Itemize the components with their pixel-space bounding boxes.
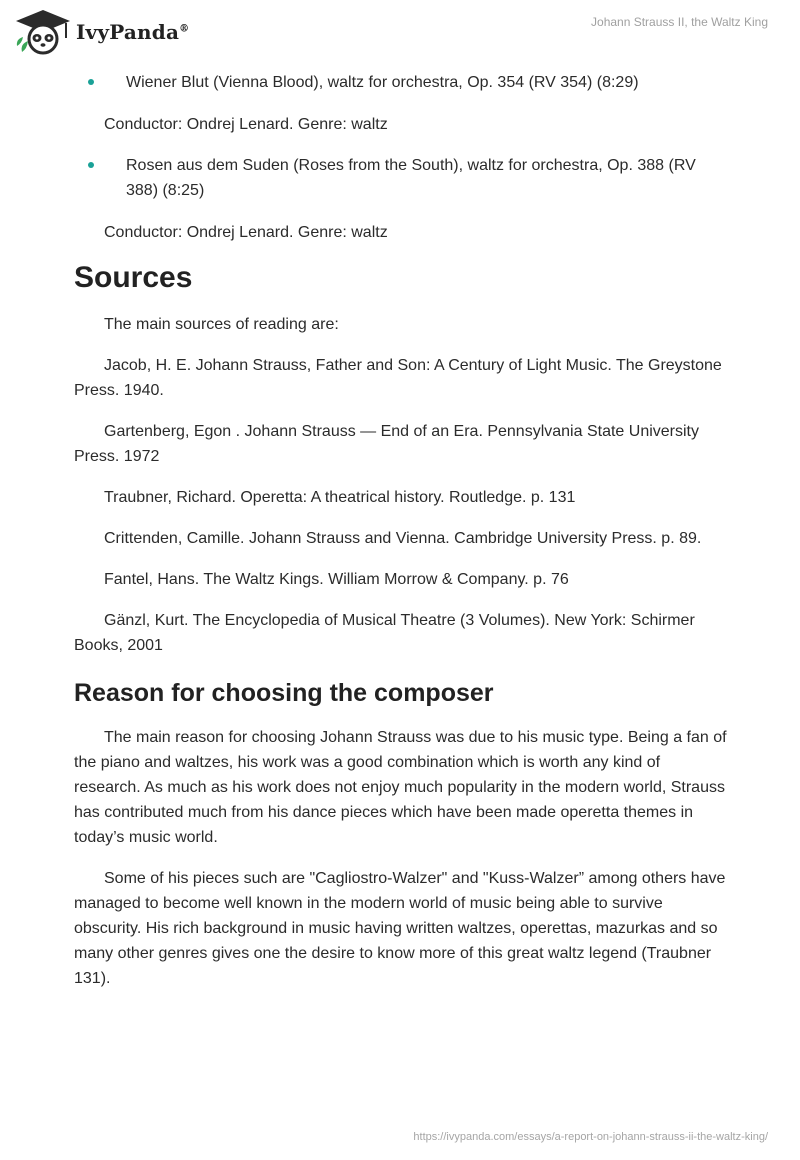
source-item: Gartenberg, Egon . Johann Strauss — End of an Era. Pennsylvania State University Press. 1972 xyxy=(74,423,699,465)
work-credit: Conductor: Ondrej Lenard. Genre: waltz xyxy=(104,224,388,241)
work-credit: Conductor: Ondrej Lenard. Genre: waltz xyxy=(104,116,388,133)
source-item: Crittenden, Camille. Johann Strauss and Vienna. Cambridge University Press. p. 89. xyxy=(104,530,702,547)
ivypanda-logo[interactable] xyxy=(14,8,189,56)
section-heading-reason: Reason for choosing the composer xyxy=(74,679,494,707)
section-heading-sources: Sources xyxy=(74,261,193,294)
source-item: Fantel, Hans. The Waltz Kings. William Morrow & Company. p. 76 xyxy=(104,571,569,588)
source-item: Traubner, Richard. Operetta: A theatrical history. Routledge. p. 131 xyxy=(104,489,576,506)
footer-url[interactable]: https://ivypanda.com/essays/a-report-on-johann-strauss-ii-the-waltz-king/ xyxy=(413,1131,768,1143)
source-item: Gänzl, Kurt. The Encyclopedia of Musical Theatre (3 Volumes). New York: Schirmer Books, 2001 xyxy=(74,612,695,654)
panda-graduation-logo-icon xyxy=(14,8,72,56)
sources-intro: The main sources of reading are: xyxy=(104,316,339,333)
document-title: Johann Strauss II, the Waltz King xyxy=(591,15,768,29)
list-item: Wiener Blut (Vienna Blood), waltz for orchestra, Op. 354 (RV 354) (8:29) xyxy=(74,70,728,95)
body-paragraph: Some of his pieces such are "Cagliostro-Walzer" and "Kuss-Walzer” among others have managed to become well known in the modern world of music being able to survive obscurity. His rich background in music having written waltzes, operettas, mazurkas and so many other genres gives one the desire to know more of this great waltz legend (Traubner 131). xyxy=(74,870,726,987)
brand-name: IvyPanda® xyxy=(76,20,190,44)
essay-content xyxy=(74,70,728,991)
list-item: Rosen aus dem Suden (Roses from the South), waltz for orchestra, Op. 388 (RV 388) (8:25) xyxy=(74,153,728,203)
source-item: Jacob, H. E. Johann Strauss, Father and Son: A Century of Light Music. The Greystone Press. 1940. xyxy=(74,357,722,399)
body-paragraph: The main reason for choosing Johann Strauss was due to his music type. Being a fan of the piano and waltzes, his work was a good combination which is worth any kind of research. As much as his work does not enjoy much popularity in the modern world, Strauss has contributed much from his dance pieces which have been made operetta themes in today’s music world. xyxy=(74,729,727,846)
page-header xyxy=(0,0,800,60)
